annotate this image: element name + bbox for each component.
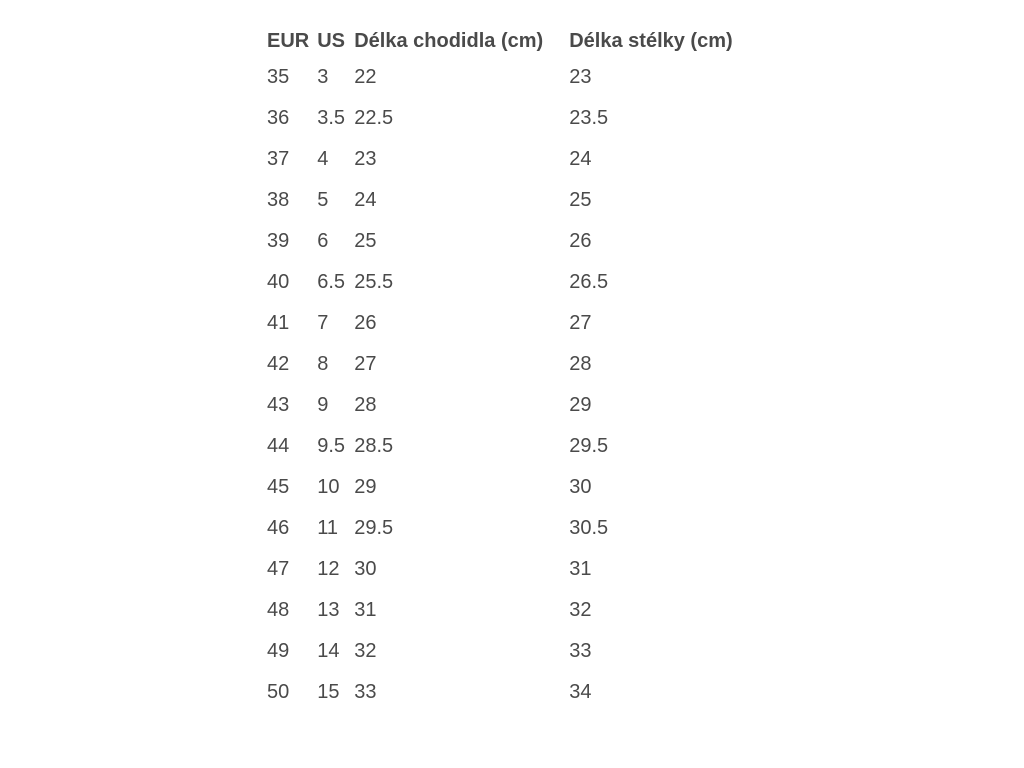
cell-us: 13 bbox=[317, 599, 340, 621]
cell-us: 10 bbox=[317, 476, 340, 498]
cell-insole-length: 31 bbox=[569, 558, 592, 580]
table-row bbox=[264, 344, 765, 385]
cell-insole-length: 30.5 bbox=[569, 517, 609, 539]
cell-foot-length: 24 bbox=[354, 189, 377, 211]
cell-eur: 35 bbox=[267, 66, 290, 88]
table-row bbox=[264, 508, 765, 549]
cell-foot-length: 28 bbox=[354, 394, 377, 416]
table-row bbox=[264, 590, 765, 631]
table-row bbox=[264, 385, 765, 426]
header-insole-length: Délka stélky (cm) bbox=[569, 29, 733, 52]
cell-insole-length: 29.5 bbox=[569, 435, 609, 457]
table-row bbox=[264, 549, 765, 590]
cell-us: 12 bbox=[317, 558, 340, 580]
cell-foot-length: 25 bbox=[354, 230, 377, 252]
cell-insole-length: 27 bbox=[569, 312, 592, 334]
cell-insole-length: 28 bbox=[569, 353, 592, 375]
cell-insole-length: 26 bbox=[569, 230, 592, 252]
header-foot-length: Délka chodidla (cm) bbox=[354, 29, 544, 52]
cell-insole-length: 23 bbox=[569, 66, 592, 88]
cell-eur: 42 bbox=[267, 353, 290, 375]
cell-insole-length: 29 bbox=[569, 394, 592, 416]
cell-us: 6 bbox=[317, 230, 329, 252]
cell-eur: 36 bbox=[267, 107, 290, 129]
cell-us: 5 bbox=[317, 189, 329, 211]
table-row bbox=[264, 180, 765, 221]
table-row bbox=[264, 467, 765, 508]
table-row bbox=[264, 631, 765, 672]
table-row bbox=[264, 672, 765, 713]
table-row bbox=[264, 98, 765, 139]
header-us: US bbox=[317, 29, 346, 52]
cell-foot-length: 31 bbox=[354, 599, 377, 621]
table-row bbox=[264, 303, 765, 344]
cell-foot-length: 23 bbox=[354, 148, 377, 170]
cell-us: 6.5 bbox=[317, 271, 346, 293]
cell-foot-length: 29.5 bbox=[354, 517, 394, 539]
cell-eur: 47 bbox=[267, 558, 290, 580]
cell-insole-length: 23.5 bbox=[569, 107, 609, 129]
cell-insole-length: 26.5 bbox=[569, 271, 609, 293]
table-row bbox=[264, 57, 765, 98]
cell-us: 14 bbox=[317, 640, 340, 662]
cell-eur: 46 bbox=[267, 517, 290, 539]
cell-us: 4 bbox=[317, 148, 329, 170]
cell-insole-length: 24 bbox=[569, 148, 592, 170]
table-row bbox=[264, 262, 765, 303]
cell-foot-length: 32 bbox=[354, 640, 377, 662]
cell-eur: 39 bbox=[267, 230, 290, 252]
cell-us: 11 bbox=[317, 517, 338, 539]
cell-foot-length: 22.5 bbox=[354, 107, 394, 129]
cell-us: 9 bbox=[317, 394, 329, 416]
cell-insole-length: 33 bbox=[569, 640, 592, 662]
cell-foot-length: 30 bbox=[354, 558, 377, 580]
cell-insole-length: 25 bbox=[569, 189, 592, 211]
cell-us: 15 bbox=[317, 681, 340, 703]
cell-foot-length: 22 bbox=[354, 66, 377, 88]
cell-foot-length: 25.5 bbox=[354, 271, 394, 293]
cell-us: 8 bbox=[317, 353, 329, 375]
cell-foot-length: 27 bbox=[354, 353, 377, 375]
cell-foot-length: 29 bbox=[354, 476, 377, 498]
cell-insole-length: 32 bbox=[569, 599, 592, 621]
cell-eur: 37 bbox=[267, 148, 290, 170]
cell-us: 9.5 bbox=[317, 435, 346, 457]
cell-eur: 38 bbox=[267, 189, 290, 211]
cell-us: 7 bbox=[317, 312, 329, 334]
table-row bbox=[264, 221, 765, 262]
cell-eur: 48 bbox=[267, 599, 290, 621]
cell-foot-length: 26 bbox=[354, 312, 377, 334]
cell-eur: 45 bbox=[267, 476, 290, 498]
header-row bbox=[264, 25, 765, 57]
cell-eur: 50 bbox=[267, 681, 290, 703]
cell-eur: 43 bbox=[267, 394, 290, 416]
cell-us: 3 bbox=[317, 66, 329, 88]
cell-eur: 41 bbox=[267, 312, 290, 334]
size-chart-header bbox=[264, 25, 765, 57]
size-chart-body bbox=[264, 57, 765, 713]
cell-eur: 44 bbox=[267, 435, 290, 457]
table-row bbox=[264, 426, 765, 467]
header-eur: EUR bbox=[267, 29, 310, 52]
cell-insole-length: 34 bbox=[569, 681, 592, 703]
cell-eur: 49 bbox=[267, 640, 290, 662]
size-chart-table bbox=[264, 25, 765, 713]
cell-insole-length: 30 bbox=[569, 476, 592, 498]
table-row bbox=[264, 139, 765, 180]
cell-eur: 40 bbox=[267, 271, 290, 293]
cell-us: 3.5 bbox=[317, 107, 346, 129]
cell-foot-length: 28.5 bbox=[354, 435, 394, 457]
cell-foot-length: 33 bbox=[354, 681, 377, 703]
